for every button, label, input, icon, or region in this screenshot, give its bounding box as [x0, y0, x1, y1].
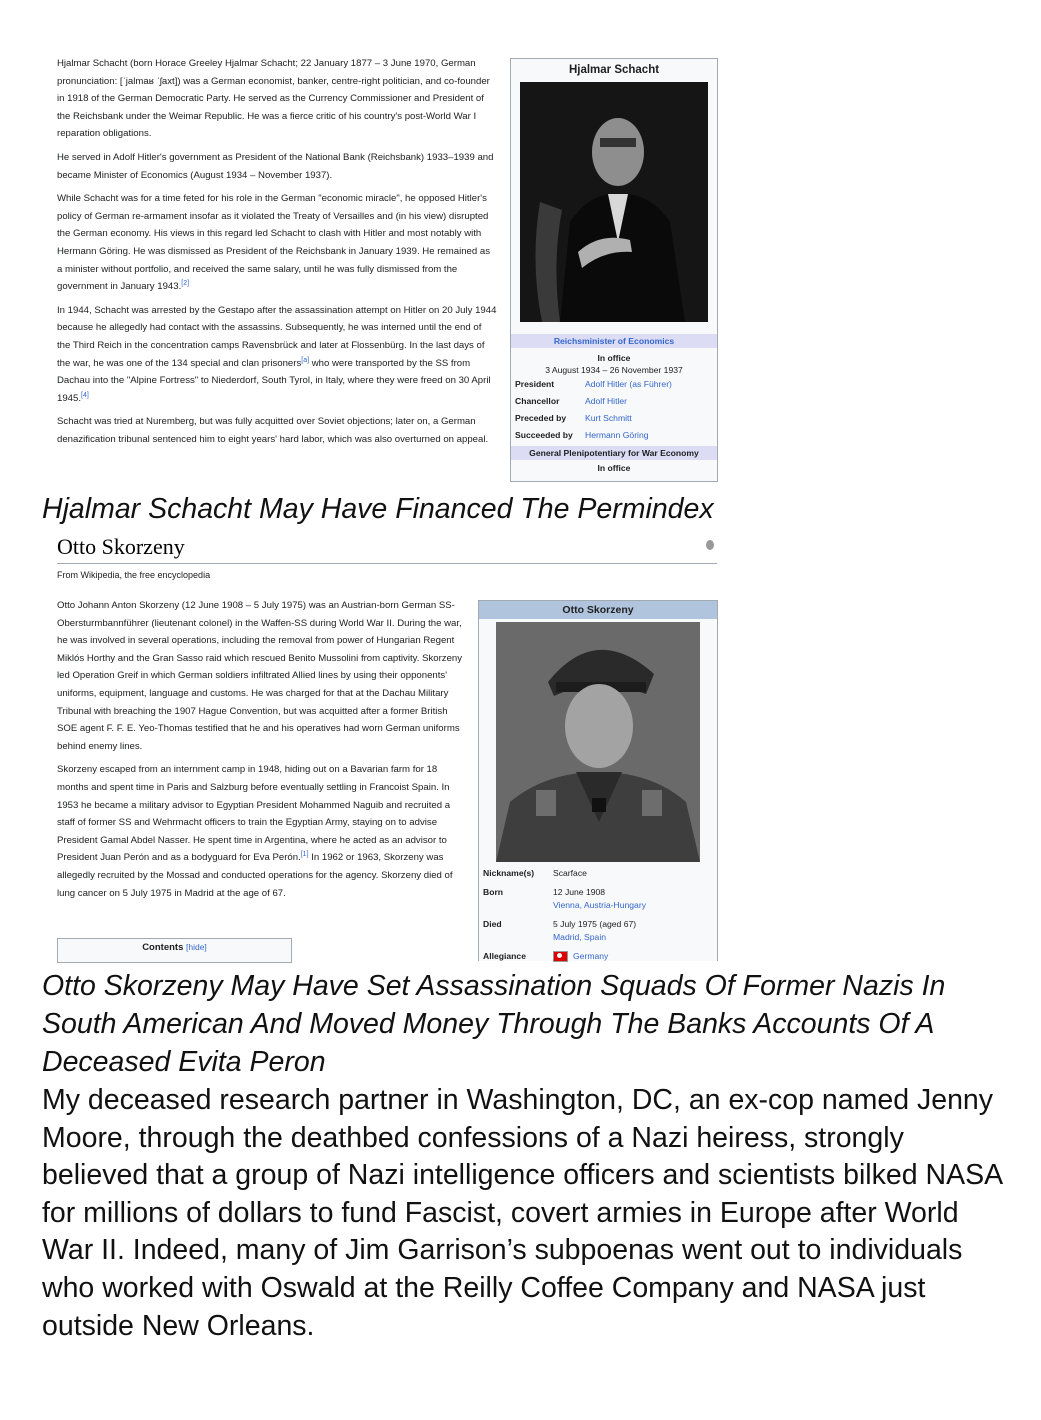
portrait-photo-icon [496, 622, 700, 862]
infobox-row-label: Born [483, 887, 504, 897]
infobox-row-label: Allegiance [483, 951, 526, 961]
caption-skorzeny: Otto Skorzeny May Have Set Assassination Squads Of Former Nazis In South American And Moved Money Through The Banks Accounts Of A Deceased Evita Peron [42, 970, 946, 1078]
infobox-row-value: 5 July 1975 (aged 67) [553, 919, 637, 929]
office-dates: 3 August 1934 – 26 November 1937 [545, 365, 683, 375]
listen-icon[interactable] [706, 540, 714, 550]
infobox-row-label: Succeeded by [515, 430, 573, 440]
reference-link[interactable]: [4] [81, 391, 89, 399]
infobox-row-value[interactable]: Germany [573, 951, 609, 961]
in-office-label: In office [597, 353, 631, 363]
schacht-paragraph-3 [57, 190, 497, 296]
infobox-row-value-wrap [553, 950, 608, 963]
infobox-title: Otto Skorzeny [479, 601, 717, 619]
skorzeny-infobox [478, 600, 718, 961]
from-wikipedia-tagline: From Wikipedia, the free encyclopedia [57, 570, 211, 580]
infobox-row-value-wrap [553, 918, 636, 944]
schacht-paragraph-3-text: While Schacht was for a time feted for his role in the German "economic miracle", he opposed Hitler's policy of German re-armament insofar as it violated the Treaty of Versailles and (in his view) disrupted the German economy. His views in this regard led Schacht to clash with Hitler and most notably with Hermann Göring. He was dismissed as President of the Reichsbank in January 1939. He remained as a minister without portfolio, and received the same salary, until he was fully dismissed from the government in January 1943. [57, 193, 491, 293]
skorzeny-paragraph-2-text-b: In 1962 or 1963, Skorzeny was allegedly recruited by the Mossad and conducted operations for the agency. Skorzeny died of lung cancer on 5 July 1975 in Madrid at the age of 67. [57, 852, 453, 899]
schacht-paragraph-5: Schacht was tried at Nuremberg, but was fully acquitted over Soviet objections; later on, a German denazification tribunal sentenced him to eight years' hard labor, which was also overturned on appeal. [57, 416, 489, 445]
infobox-row-value[interactable]: Adolf Hitler (as Führer) [585, 379, 672, 389]
infobox-row [479, 883, 717, 915]
reference-link[interactable]: [1] [300, 851, 309, 859]
portrait-photo-icon [520, 82, 708, 322]
infobox-row [511, 427, 717, 444]
infobox-office-header[interactable]: Reichsminister of Economics [511, 334, 717, 348]
skorzeny-portrait-image [496, 622, 700, 862]
skorzeny-infobox-rows [479, 864, 717, 966]
infobox-office-header-2[interactable]: General Plenipotentiary for War Economy [511, 446, 717, 460]
infobox-row-value: Scarface [553, 868, 587, 878]
infobox-row-place[interactable]: Madrid, Spain [553, 932, 607, 942]
schacht-paragraph-4 [57, 302, 497, 408]
skorzeny-paragraph-2-text-a: Skorzeny escaped from an internment camp in 1948, hiding out on a Bavarian farm for 18 months and spent time in Paris and Salzburg before eventually settling in Francoist Spain. In 1953 he became a military advisor to Egyptian President Mohammed Naguib and recruited a staff of former SS and Wehrmacht officers to train the Egyptian Army, staying on to advise President Gamal Abdel Nasser. He spent time in Argentina, where he acted as an advisor to President Juan Perón and as a bodyguard for Eva Perón. [57, 764, 451, 864]
infobox-row-value-wrap [553, 886, 646, 912]
skorzeny-paragraph-2 [57, 761, 469, 902]
infobox-row [511, 410, 717, 427]
body-paragraph: My deceased research partner in Washington, DC, an ex-cop named Jenny Moore, through the deathbed confessions of a Nazi heiress, strongly believed that a group of Nazi intelligence officers and scientists bilked NASA for millions of dollars to fund Fascist, covert armies in Europe after World War II. Indeed, many of Jim Garrison’s subpoenas went out to individuals who worked with Oswald at the Reilly Coffee Company and NASA just outside New Orleans. [42, 1084, 1002, 1342]
schacht-paragraph-4-text-b: who were transported by the SS from Dachau into the "Alpine Fortress" to Niederdorf, South Tyrol, in Italy, where they were freed on 30 April 1945. [57, 357, 491, 404]
caption-schacht: Hjalmar Schacht May Have Financed The Permindex [42, 493, 714, 525]
in-office-label-2: In office [597, 463, 631, 473]
schacht-portrait-image [520, 82, 708, 322]
title-divider [57, 563, 717, 564]
contents-hide-link[interactable]: [hide] [186, 942, 207, 952]
infobox-row [511, 376, 717, 393]
footnote-link[interactable]: [a] [301, 356, 310, 364]
flag-icon [553, 951, 568, 962]
infobox-row-value[interactable]: Adolf Hitler [585, 396, 628, 406]
skorzeny-paragraph-1: Otto Johann Anton Skorzeny (12 June 1908 – 5 July 1975) was an Austrian-born German SS-Obersturmbannführer (lieutenant colonel) in the Waffen-SS during World War II. During the war, he was involved in several operations, including the removal from power of Hungarian Regent Miklós Horthy and the Gran Sasso raid which rescued Benito Mussolini from captivity. Skorzeny led Operation Greif in which German soldiers infiltrated Allied lines by using their opponents' uniforms, equipment, language and customs. He was charged for that at the Dachau Military Tribunal with breaching the 1907 Hague Convention, but was acquitted after a former British SOE agent F. F. E. Yeo-Thomas testified that he and his operatives had worn German uniforms behind enemy lines. [57, 600, 463, 752]
schacht-article-text [57, 55, 497, 454]
infobox-row-place[interactable]: Vienna, Austria-Hungary [553, 900, 646, 910]
infobox-row-value[interactable]: Kurt Schmitt [585, 413, 632, 423]
infobox-row-label: Chancellor [515, 396, 560, 406]
article-title: Otto Skorzeny [57, 534, 185, 559]
schacht-infobox [510, 58, 718, 482]
infobox-row-value-wrap [553, 867, 587, 880]
infobox-row [479, 915, 717, 947]
infobox-row-label: President [515, 379, 555, 389]
skorzeny-article-text [57, 597, 469, 908]
infobox-row-label: Preceded by [515, 413, 567, 423]
infobox-row-value: 12 June 1908 [553, 887, 606, 897]
reference-link[interactable]: [2] [181, 279, 190, 287]
infobox-title: Hjalmar Schacht [568, 64, 660, 76]
infobox-row [511, 393, 717, 410]
schacht-paragraph-2: He served in Adolf Hitler's government as President of the National Bank (Reichsbank) 1933–1939 and became Minister of Economics (August 1934 – November 1937). [57, 151, 494, 181]
schacht-infobox-rows [511, 376, 717, 444]
contents-label: Contents [142, 942, 184, 953]
infobox-row [479, 864, 717, 883]
schacht-paragraph-1: Hjalmar Schacht (born Horace Greeley Hjalmar Schacht; 22 January 1877 – 3 June 1970, German pronunciation: [ˈjalmaʁ ˈʃaxt]) was a German economist, banker, centre-right politician, and co-founder in 1918 of the German Democratic Party. He served as the Currency Commissioner and President of the Reichsbank under the Weimar Republic. He was a fierce critic of his country's post-World War I reparation obligations. [57, 58, 490, 140]
infobox-row-label: Died [483, 919, 502, 929]
infobox-row-value[interactable]: Hermann Göring [585, 430, 649, 440]
infobox-row [479, 947, 717, 966]
schacht-paragraph-4-text-a: In 1944, Schacht was arrested by the Gestapo after the assassination attempt on Hitler on 20 July 1944 because he allegedly had contact with the assassins. Subsequently, he was interned until the end of the Third Reich in the concentration camps Ravensbrück and later at Flossenbürg. In the last days of the war, he was one of the 134 special and clan prisoners [57, 304, 497, 369]
infobox-row-label: Nickname(s) [483, 868, 535, 878]
contents-box [57, 938, 292, 963]
